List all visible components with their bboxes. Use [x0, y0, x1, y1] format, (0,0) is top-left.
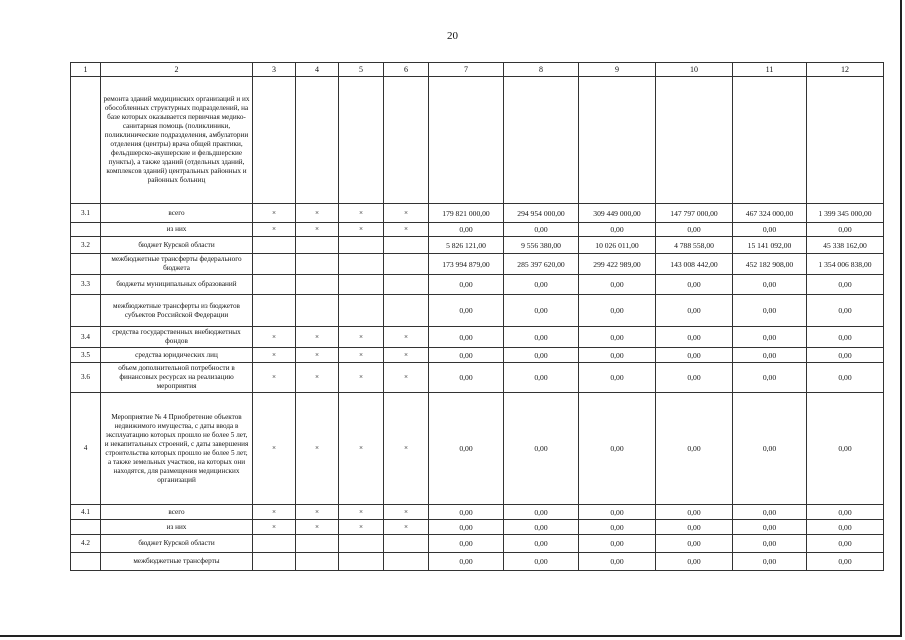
amount-cell: 0,00 [656, 223, 733, 237]
amount-cell [656, 77, 733, 204]
amount-cell: 0,00 [656, 327, 733, 348]
table-row [71, 535, 884, 553]
budget-table [70, 62, 884, 571]
amount-cell [504, 77, 579, 204]
marker-cell: × [296, 505, 339, 520]
column-header: 12 [807, 63, 884, 77]
column-header: 6 [384, 63, 429, 77]
amount-cell: 0,00 [504, 327, 579, 348]
marker-cell [253, 254, 296, 275]
amount-cell: 0,00 [429, 553, 504, 571]
marker-cell [339, 77, 384, 204]
amount-cell: 0,00 [733, 295, 807, 327]
marker-cell [339, 535, 384, 553]
page-number: 20 [447, 30, 458, 42]
column-header: 9 [579, 63, 656, 77]
marker-cell: × [253, 520, 296, 535]
marker-cell [296, 237, 339, 254]
amount-cell: 0,00 [656, 520, 733, 535]
amount-cell: 0,00 [504, 295, 579, 327]
table-row [71, 520, 884, 535]
amount-cell: 0,00 [807, 348, 884, 363]
row-description-cell: Мероприятие № 4 Приобретение объектов недвижимого имущества, с даты ввода в эксплуатацию которых прошло не более 5 лет, и некапитальных строений, с даты завершения строительства которых прошло не более 5 лет, а также земельных участков, на которых они находятся, для размещения медицинских организаций [101, 393, 253, 505]
amount-cell: 0,00 [579, 223, 656, 237]
amount-cell: 0,00 [504, 553, 579, 571]
amount-cell: 0,00 [807, 505, 884, 520]
amount-cell: 147 797 000,00 [656, 204, 733, 223]
amount-cell: 0,00 [579, 348, 656, 363]
amount-cell: 0,00 [429, 348, 504, 363]
amount-cell: 0,00 [656, 295, 733, 327]
row-description-cell: бюджеты муниципальных образований [101, 275, 253, 295]
marker-cell [296, 275, 339, 295]
column-header: 4 [296, 63, 339, 77]
amount-cell [579, 77, 656, 204]
row-number-cell: 4.2 [71, 535, 101, 553]
marker-cell [253, 275, 296, 295]
marker-cell: × [253, 204, 296, 223]
amount-cell: 0,00 [807, 393, 884, 505]
amount-cell: 0,00 [807, 223, 884, 237]
marker-cell [296, 77, 339, 204]
amount-cell: 0,00 [429, 223, 504, 237]
amount-cell: 0,00 [733, 348, 807, 363]
amount-cell: 0,00 [656, 535, 733, 553]
amount-cell: 0,00 [504, 348, 579, 363]
marker-cell: × [253, 393, 296, 505]
marker-cell: × [339, 223, 384, 237]
amount-cell: 0,00 [656, 348, 733, 363]
amount-cell [807, 77, 884, 204]
table-row [71, 363, 884, 393]
amount-cell: 0,00 [504, 223, 579, 237]
amount-cell: 0,00 [656, 363, 733, 393]
marker-cell: × [253, 505, 296, 520]
amount-cell: 0,00 [579, 535, 656, 553]
marker-cell: × [253, 348, 296, 363]
marker-cell [253, 77, 296, 204]
amount-cell: 0,00 [733, 275, 807, 295]
amount-cell: 0,00 [579, 275, 656, 295]
table-row [71, 204, 884, 223]
row-number-cell: 3.6 [71, 363, 101, 393]
amount-cell: 0,00 [504, 505, 579, 520]
marker-cell [253, 535, 296, 553]
row-number-cell: 3.3 [71, 275, 101, 295]
marker-cell: × [296, 393, 339, 505]
marker-cell [384, 275, 429, 295]
amount-cell: 0,00 [429, 535, 504, 553]
amount-cell: 0,00 [579, 505, 656, 520]
marker-cell [296, 535, 339, 553]
row-description-cell: межбюджетные трансферты из бюджетов субъектов Российской Федерации [101, 295, 253, 327]
amount-cell: 0,00 [656, 275, 733, 295]
row-number-cell: 4.1 [71, 505, 101, 520]
row-description-cell: всего [101, 204, 253, 223]
marker-cell: × [296, 327, 339, 348]
amount-cell: 0,00 [656, 505, 733, 520]
row-description-cell: средства юридических лиц [101, 348, 253, 363]
marker-cell: × [384, 520, 429, 535]
marker-cell: × [339, 393, 384, 505]
amount-cell: 0,00 [733, 393, 807, 505]
amount-cell: 0,00 [733, 505, 807, 520]
amount-cell: 0,00 [429, 295, 504, 327]
marker-cell [253, 553, 296, 571]
amount-cell: 309 449 000,00 [579, 204, 656, 223]
amount-cell: 0,00 [504, 363, 579, 393]
column-header: 7 [429, 63, 504, 77]
row-number-cell: 4 [71, 393, 101, 505]
table-row [71, 77, 884, 204]
marker-cell: × [253, 223, 296, 237]
marker-cell: × [384, 363, 429, 393]
marker-cell: × [296, 223, 339, 237]
amount-cell: 0,00 [733, 223, 807, 237]
amount-cell: 0,00 [504, 535, 579, 553]
marker-cell: × [339, 363, 384, 393]
column-header: 2 [101, 63, 253, 77]
marker-cell: × [384, 505, 429, 520]
amount-cell: 1 354 006 838,00 [807, 254, 884, 275]
marker-cell: × [296, 204, 339, 223]
column-header: 3 [253, 63, 296, 77]
table-row [71, 348, 884, 363]
row-number-cell [71, 295, 101, 327]
amount-cell: 0,00 [579, 553, 656, 571]
row-description-cell: из них [101, 223, 253, 237]
table-row [71, 275, 884, 295]
marker-cell: × [253, 363, 296, 393]
amount-cell: 0,00 [807, 295, 884, 327]
marker-cell: × [339, 327, 384, 348]
marker-cell [339, 254, 384, 275]
marker-cell: × [384, 204, 429, 223]
marker-cell [296, 295, 339, 327]
amount-cell: 0,00 [807, 363, 884, 393]
marker-cell [339, 295, 384, 327]
marker-cell [339, 237, 384, 254]
row-description-cell: межбюджетные трансферты [101, 553, 253, 571]
amount-cell: 0,00 [807, 275, 884, 295]
amount-cell: 0,00 [807, 520, 884, 535]
marker-cell: × [339, 520, 384, 535]
amount-cell: 9 556 380,00 [504, 237, 579, 254]
marker-cell: × [253, 327, 296, 348]
amount-cell: 0,00 [656, 393, 733, 505]
amount-cell: 5 826 121,00 [429, 237, 504, 254]
amount-cell: 452 182 908,00 [733, 254, 807, 275]
marker-cell: × [296, 348, 339, 363]
row-number-cell: 3.1 [71, 204, 101, 223]
row-number-cell [71, 553, 101, 571]
amount-cell [733, 77, 807, 204]
column-header: 11 [733, 63, 807, 77]
row-description-cell: всего [101, 505, 253, 520]
table-row [71, 393, 884, 505]
amount-cell: 0,00 [579, 520, 656, 535]
amount-cell: 285 397 620,00 [504, 254, 579, 275]
table-row [71, 505, 884, 520]
amount-cell: 0,00 [504, 275, 579, 295]
amount-cell: 1 399 345 000,00 [807, 204, 884, 223]
marker-cell: × [339, 505, 384, 520]
marker-cell [253, 237, 296, 254]
amount-cell: 0,00 [807, 327, 884, 348]
row-number-cell [71, 520, 101, 535]
table-row [71, 553, 884, 571]
amount-cell: 10 026 011,00 [579, 237, 656, 254]
amount-cell: 0,00 [807, 535, 884, 553]
amount-cell: 0,00 [733, 553, 807, 571]
marker-cell [384, 254, 429, 275]
marker-cell: × [384, 348, 429, 363]
amount-cell: 294 954 000,00 [504, 204, 579, 223]
amount-cell: 179 821 000,00 [429, 204, 504, 223]
amount-cell: 0,00 [504, 393, 579, 505]
column-header: 5 [339, 63, 384, 77]
amount-cell: 15 141 092,00 [733, 237, 807, 254]
amount-cell: 0,00 [429, 520, 504, 535]
amount-cell: 0,00 [733, 327, 807, 348]
amount-cell: 0,00 [579, 393, 656, 505]
marker-cell: × [339, 348, 384, 363]
amount-cell: 173 994 879,00 [429, 254, 504, 275]
row-number-cell: 3.5 [71, 348, 101, 363]
table-row [71, 237, 884, 254]
marker-cell: × [339, 204, 384, 223]
marker-cell: × [384, 327, 429, 348]
marker-cell [296, 254, 339, 275]
amount-cell: 0,00 [429, 505, 504, 520]
column-header: 1 [71, 63, 101, 77]
row-description-cell: межбюджетные трансферты федерального бюджета [101, 254, 253, 275]
marker-cell [253, 295, 296, 327]
amount-cell: 0,00 [429, 327, 504, 348]
amount-cell: 0,00 [733, 520, 807, 535]
row-number-cell [71, 77, 101, 204]
amount-cell: 0,00 [807, 553, 884, 571]
marker-cell: × [384, 223, 429, 237]
amount-cell: 0,00 [733, 363, 807, 393]
amount-cell: 0,00 [579, 363, 656, 393]
table-body [71, 63, 884, 571]
marker-cell [296, 553, 339, 571]
table-row [71, 295, 884, 327]
amount-cell: 143 008 442,00 [656, 254, 733, 275]
row-description-cell: бюджет Курской области [101, 237, 253, 254]
table-row [71, 223, 884, 237]
amount-cell: 0,00 [504, 520, 579, 535]
marker-cell: × [296, 363, 339, 393]
row-description-cell: бюджет Курской области [101, 535, 253, 553]
table-row [71, 254, 884, 275]
table-row [71, 327, 884, 348]
row-description-cell: из них [101, 520, 253, 535]
row-number-cell [71, 254, 101, 275]
amount-cell: 467 324 000,00 [733, 204, 807, 223]
row-number-cell: 3.2 [71, 237, 101, 254]
row-number-cell [71, 223, 101, 237]
amount-cell: 0,00 [579, 327, 656, 348]
row-description-cell: средства государственных внебюджетных фондов [101, 327, 253, 348]
row-number-cell: 3.4 [71, 327, 101, 348]
marker-cell: × [296, 520, 339, 535]
row-description-cell: ремонта зданий медицинских организаций и их обособленных структурных подразделений, на базе которых оказывается первичная медико-санитарная помощь (поликлиники, поликлинические подразделения, амбулатории отделения (центры) врача общей практики, фельдшерско-акушерские и фельдшерские пункты), а также зданий (отдельных зданий, комплексов зданий) центральных районных и районных больниц [101, 77, 253, 204]
marker-cell [384, 553, 429, 571]
table-header-row [71, 63, 884, 77]
amount-cell: 0,00 [429, 363, 504, 393]
amount-cell: 0,00 [429, 393, 504, 505]
marker-cell [384, 237, 429, 254]
marker-cell [384, 77, 429, 204]
column-header: 8 [504, 63, 579, 77]
marker-cell [384, 295, 429, 327]
amount-cell: 0,00 [656, 553, 733, 571]
amount-cell: 299 422 989,00 [579, 254, 656, 275]
marker-cell [339, 275, 384, 295]
column-header: 10 [656, 63, 733, 77]
amount-cell: 4 788 558,00 [656, 237, 733, 254]
marker-cell [339, 553, 384, 571]
marker-cell: × [384, 393, 429, 505]
marker-cell [384, 535, 429, 553]
amount-cell: 45 338 162,00 [807, 237, 884, 254]
amount-cell: 0,00 [579, 295, 656, 327]
amount-cell: 0,00 [429, 275, 504, 295]
amount-cell: 0,00 [733, 535, 807, 553]
row-description-cell: объем дополнительной потребности в финансовых ресурсах на реализацию мероприятия [101, 363, 253, 393]
amount-cell [429, 77, 504, 204]
